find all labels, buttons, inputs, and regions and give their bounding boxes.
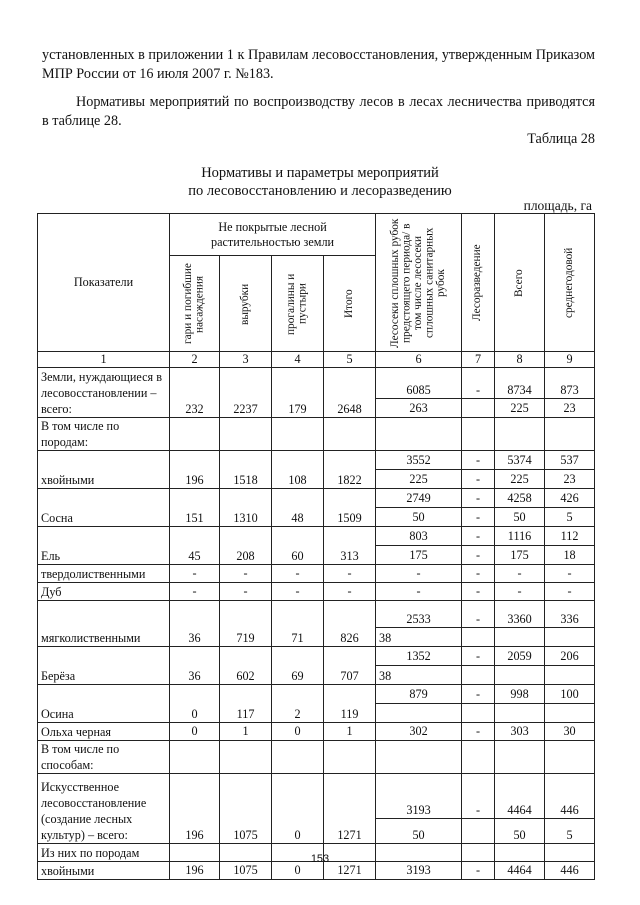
table-row [38, 774, 595, 819]
cell: 4464 [495, 862, 545, 880]
column-number-row [38, 352, 595, 368]
cell: - [220, 583, 272, 601]
cell: 2648 [324, 368, 376, 418]
cell: 23 [545, 470, 595, 489]
cell: 446 [545, 774, 595, 819]
cell: - [170, 565, 220, 583]
cell: 196 [170, 862, 220, 880]
cell: 175 [495, 546, 545, 565]
cell: 707 [324, 647, 376, 685]
cell: 50 [495, 819, 545, 844]
cell: - [462, 601, 495, 628]
header-burnt-stands-text: гари и погибшие насаждения [182, 263, 206, 344]
cell: 2749 [376, 489, 462, 508]
header-total-text: Всего [512, 268, 525, 297]
colnum-7: 7 [462, 352, 495, 368]
cell: 3552 [376, 451, 462, 470]
cell: 196 [170, 774, 220, 844]
intro-paragraph-2: Нормативы мероприятий по воспроизводству лесов в лесах лесничества приводятся в таблице 28. [42, 94, 595, 129]
cell: 0 [272, 723, 324, 741]
cell: 3193 [376, 774, 462, 819]
cell: 4464 [495, 774, 545, 819]
row-label-birch: Берёза [38, 647, 170, 685]
table-row [38, 489, 595, 508]
cell: 803 [376, 527, 462, 546]
row-label-of-them: Из них по породам [38, 844, 170, 862]
cell: - [462, 527, 495, 546]
cell: 336 [545, 601, 595, 628]
cell: 232 [170, 368, 220, 418]
cell: 303 [495, 723, 545, 741]
header-total [495, 214, 545, 352]
cell: 313 [324, 527, 376, 565]
colnum-4: 4 [272, 352, 324, 368]
cell: 112 [545, 527, 595, 546]
cell: 998 [495, 685, 545, 704]
cell [462, 628, 495, 647]
cell: - [462, 470, 495, 489]
row-label-aspen: Осина [38, 685, 170, 723]
row-label-conifer: хвойными [38, 451, 170, 489]
page-number: 153 [310, 853, 330, 865]
row-label-pine: Сосна [38, 489, 170, 527]
cell: - [462, 685, 495, 704]
cell: 208 [220, 527, 272, 565]
cell: 206 [545, 647, 595, 666]
cell: - [545, 565, 595, 583]
table-row [38, 583, 595, 601]
cell: 5 [545, 508, 595, 527]
row-label-alder: Ольха черная [38, 723, 170, 741]
cell: 5374 [495, 451, 545, 470]
cell [545, 741, 595, 774]
table-title-line-2: по лесовосстановлению и лесоразведению [188, 183, 452, 199]
cell: 30 [545, 723, 595, 741]
table-row [38, 451, 595, 470]
cell [272, 741, 324, 774]
row-label-oak: Дуб [38, 583, 170, 601]
cell: - [462, 508, 495, 527]
cell: 60 [272, 527, 324, 565]
cell: 719 [220, 601, 272, 647]
cell [495, 628, 545, 647]
cell: - [272, 583, 324, 601]
cell: 2 [272, 685, 324, 723]
colnum-9: 9 [545, 352, 595, 368]
row-label-spruce: Ель [38, 527, 170, 565]
cell: 446 [545, 862, 595, 880]
cell [462, 704, 495, 723]
row-label-softwood: мягколиственными [38, 601, 170, 647]
cell: 602 [220, 647, 272, 685]
cell [170, 741, 220, 774]
cell: 100 [545, 685, 595, 704]
header-afforestation-text: Лесоразведение [471, 244, 484, 321]
cell [545, 628, 595, 647]
cell: 1116 [495, 527, 545, 546]
table-row [38, 565, 595, 583]
header-uncovered-lands: Не покрытые лесной растительностью земли [170, 214, 376, 256]
cell: 36 [170, 647, 220, 685]
cell: - [170, 583, 220, 601]
cell [462, 418, 495, 451]
cell [545, 704, 595, 723]
table-row [38, 647, 595, 666]
header-row-1 [38, 214, 595, 256]
colnum-8: 8 [495, 352, 545, 368]
cell [462, 399, 495, 418]
header-cuttings [220, 256, 272, 352]
table-row [38, 418, 595, 451]
cell: - [462, 489, 495, 508]
cell: - [495, 565, 545, 583]
cell [495, 741, 545, 774]
cell [376, 704, 462, 723]
cell: - [462, 451, 495, 470]
cell [462, 741, 495, 774]
units-label: площадь, га [523, 198, 592, 213]
colnum-1: 1 [38, 352, 170, 368]
cell: 48 [272, 489, 324, 527]
reforestation-table [37, 213, 595, 880]
table-row [38, 685, 595, 704]
cell: 38 [376, 666, 462, 685]
cell: 119 [324, 685, 376, 723]
cell: 8734 [495, 368, 545, 399]
header-subtotal-text: Итого [342, 289, 355, 318]
cell [272, 418, 324, 451]
table-title-line-1: Нормативы и параметры мероприятий [201, 165, 439, 181]
cell: 50 [376, 819, 462, 844]
cell [376, 741, 462, 774]
cell: 1271 [324, 774, 376, 844]
cell: 0 [272, 774, 324, 844]
cell: 1822 [324, 451, 376, 489]
cell: - [376, 565, 462, 583]
cell [545, 418, 595, 451]
cell: 1075 [220, 774, 272, 844]
cell [495, 666, 545, 685]
cell [376, 418, 462, 451]
cell: 1509 [324, 489, 376, 527]
cell: - [272, 565, 324, 583]
cell: 6085 [376, 368, 462, 399]
colnum-6: 6 [376, 352, 462, 368]
cell: - [462, 583, 495, 601]
cell: 0 [272, 862, 324, 880]
cell: 263 [376, 399, 462, 418]
cell: 5 [545, 819, 595, 844]
header-clearcut-areas [376, 214, 462, 352]
cell: - [545, 583, 595, 601]
cell: 23 [545, 399, 595, 418]
cell [324, 418, 376, 451]
header-glades [272, 256, 324, 352]
cell: 2533 [376, 601, 462, 628]
cell: - [495, 583, 545, 601]
cell: 1310 [220, 489, 272, 527]
cell: 1352 [376, 647, 462, 666]
cell: 179 [272, 368, 324, 418]
cell: 426 [545, 489, 595, 508]
table-row [38, 527, 595, 546]
colnum-3: 3 [220, 352, 272, 368]
header-annual-average-text: среднегодовой [562, 247, 575, 318]
cell: 117 [220, 685, 272, 723]
cell: - [462, 862, 495, 880]
cell: 4258 [495, 489, 545, 508]
cell: 1075 [220, 862, 272, 880]
cell: - [462, 565, 495, 583]
colnum-2: 2 [170, 352, 220, 368]
cell: 3360 [495, 601, 545, 628]
row-label-by-methods: В том числе по способам: [38, 741, 170, 774]
table-label: Таблица 28 [527, 131, 595, 147]
cell: 151 [170, 489, 220, 527]
cell: 2237 [220, 368, 272, 418]
cell: 0 [170, 685, 220, 723]
cell: 873 [545, 368, 595, 399]
cell [495, 704, 545, 723]
cell: - [324, 565, 376, 583]
cell [495, 418, 545, 451]
cell [462, 666, 495, 685]
cell: 18 [545, 546, 595, 565]
cell [220, 418, 272, 451]
cell: - [462, 723, 495, 741]
cell [462, 819, 495, 844]
cell: 302 [376, 723, 462, 741]
cell: 0 [170, 723, 220, 741]
cell: 1271 [324, 862, 376, 880]
cell: 879 [376, 685, 462, 704]
row-label-artificial: Искусственное лесовосстановление (создание лесных культур) – всего: [38, 774, 170, 844]
header-cuttings-text: вырубки [238, 282, 251, 325]
cell: 225 [495, 470, 545, 489]
header-glades-text: прогалины и пустыри [285, 272, 309, 335]
cell [220, 741, 272, 774]
header-clearcut-areas-text: Лесосеки сплошных рубок предстоящего периода/ в том числе лесосеки сплошных санитарных рубок [388, 217, 447, 348]
cell: 196 [170, 451, 220, 489]
cell [545, 666, 595, 685]
header-indicators: Показатели [38, 214, 170, 352]
table-row [38, 741, 595, 774]
cell: 537 [545, 451, 595, 470]
cell: 108 [272, 451, 324, 489]
cell [324, 741, 376, 774]
intro-paragraph-1: установленных в приложении 1 к Правилам лесовосстановления, утвержденным Приказом МПР России от 16 июля 2007 г. №183. [42, 47, 595, 82]
header-burnt-stands [170, 256, 220, 352]
cell: 1518 [220, 451, 272, 489]
cell: - [376, 583, 462, 601]
table-row [38, 723, 595, 741]
cell: 50 [376, 508, 462, 527]
cell: 225 [376, 470, 462, 489]
cell: 3193 [376, 862, 462, 880]
cell: - [220, 565, 272, 583]
row-label-total: Земли, нуждающиеся в лесовосстановлении – всего: [38, 368, 170, 418]
cell: 50 [495, 508, 545, 527]
row-label-hardwood: твердолиственными [38, 565, 170, 583]
cell: - [462, 368, 495, 399]
cell: 38 [376, 628, 462, 647]
colnum-5: 5 [324, 352, 376, 368]
cell: 69 [272, 647, 324, 685]
table-row [38, 601, 595, 628]
cell [170, 418, 220, 451]
cell: 2059 [495, 647, 545, 666]
cell: - [462, 647, 495, 666]
row-label-conifer-2: хвойными [38, 862, 170, 880]
cell: 71 [272, 601, 324, 647]
cell: 826 [324, 601, 376, 647]
header-subtotal [324, 256, 376, 352]
cell: - [462, 774, 495, 819]
table-row [38, 368, 595, 399]
cell: 36 [170, 601, 220, 647]
cell: 45 [170, 527, 220, 565]
cell: 1 [220, 723, 272, 741]
cell: - [462, 546, 495, 565]
row-label-by-breeds: В том числе по породам: [38, 418, 170, 451]
header-annual-average [545, 214, 595, 352]
header-afforestation [462, 214, 495, 352]
cell: 1 [324, 723, 376, 741]
cell: - [324, 583, 376, 601]
cell: 175 [376, 546, 462, 565]
cell: 225 [495, 399, 545, 418]
